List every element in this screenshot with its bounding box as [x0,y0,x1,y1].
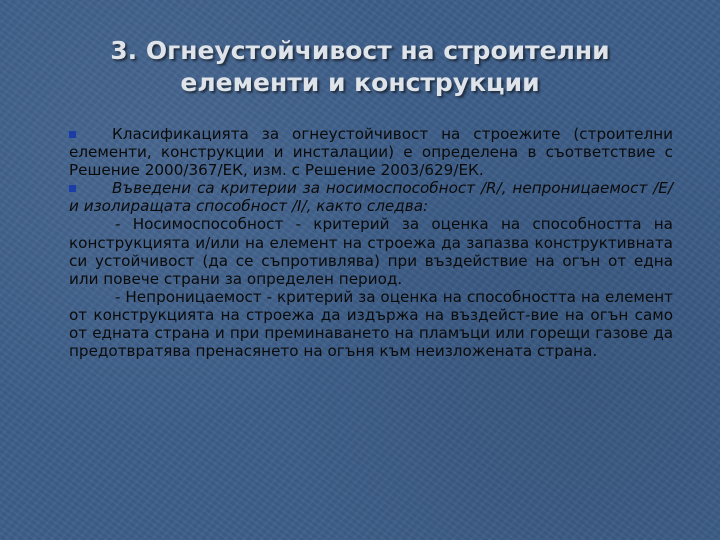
title-line-1: 3. Огнеустойчивост на строителни [110,36,610,65]
sub-paragraph-integrity [69,288,673,360]
title-line-2: елементи и конструкции [180,68,540,97]
slide-body [69,125,673,360]
square-bullet-icon [69,185,76,192]
bullet-paragraph-classification [69,125,673,179]
sub-paragraph-load-bearing [69,215,673,287]
slide-title [60,35,660,99]
sub-text-integrity: - Непроницаемост - критерий за оценка на способността на елемент от конструкцията на строежа да издържа на въздейст-вие на огън само от едната страна и при преминаването на пламъци или горещи газове да предотвратява пренасянето на огъня към неизложената страна. [69,287,673,361]
bullet-paragraph-criteria [69,179,673,215]
bullet-text-criteria: Въведени са критерии за носимоспособност /R/, непроницаемост /Е/ и изолиращата способност /I/, както следва: [69,179,673,216]
bullet-text-classification: Класификацията за огнеустойчивост на строежите (строителни елементи, конструкции и инсталации) е определена в съответствие с Решение 2000/367/ЕК, изм. с Решение 2003/629/ЕК. [69,125,673,180]
sub-text-load-bearing: - Носимоспособност - критерий за оценка на способността на конструкцията и/или на елемент на строежа да запазва конструктивната си устойчивост (да се съпротивлява) при въздействие на огън от една или повече страни за определен период. [69,215,673,288]
square-bullet-icon [69,131,76,138]
